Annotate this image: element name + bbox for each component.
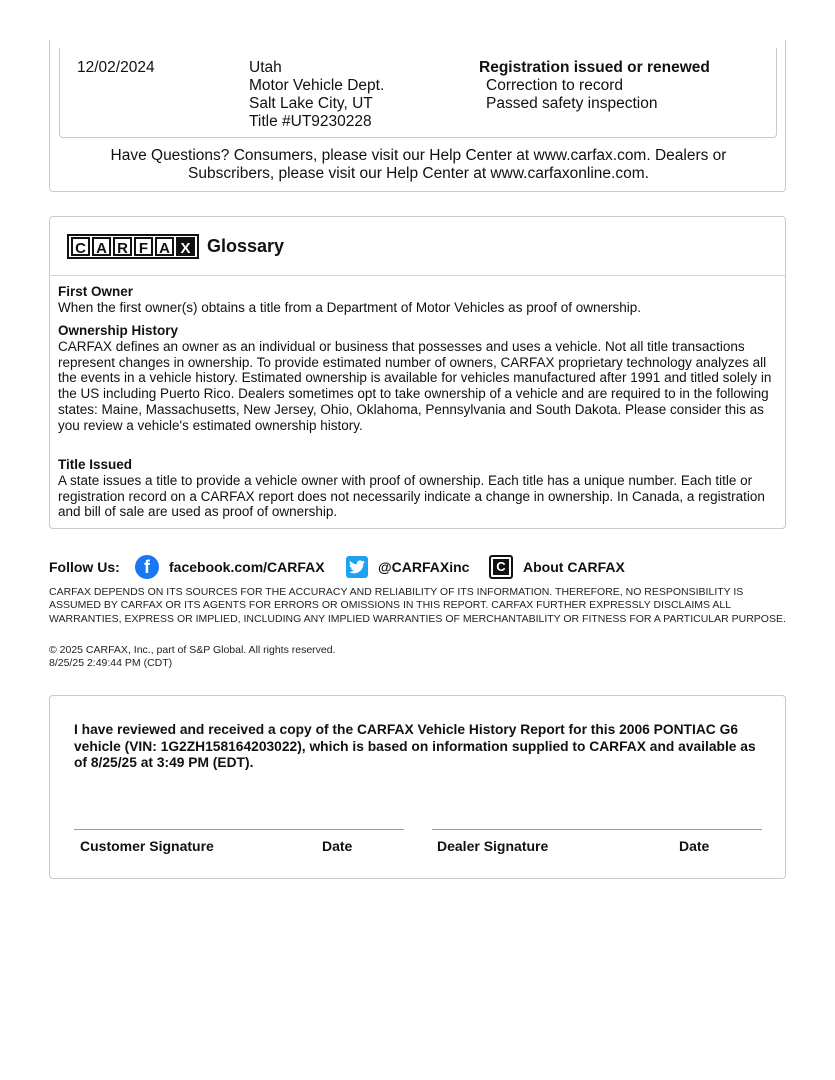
dealer-signature-line[interactable]	[432, 829, 762, 830]
twitter-link[interactable]: @CARFAXinc	[346, 555, 469, 579]
record-source: Utah Motor Vehicle Dept. Salt Lake City, UT Title #UT9230228	[249, 59, 385, 130]
customer-signature-line[interactable]	[74, 829, 404, 830]
help-center-text: Have Questions? Consumers, please visit our Help Center at www.carfax.com. Dealers or Subscribers, please visit our Help Center at www.carfaxonline.com.	[110, 147, 727, 182]
record-date: 12/02/2024	[77, 59, 155, 76]
glossary-title: Glossary	[207, 236, 285, 256]
glossary-term-first-owner: First Owner When the first owner(s) obtains a title from a Department of Motor Vehicles as proof of ownership.	[58, 284, 642, 315]
glossary-header	[50, 217, 785, 276]
history-record-box	[49, 40, 786, 192]
dealer-signature-label: Dealer Signature	[437, 838, 549, 854]
carfax-logo: C A R F A X	[67, 234, 199, 259]
facebook-icon: f	[135, 555, 159, 579]
report-timestamp: 8/25/25 2:49:44 PM (CDT)	[49, 657, 173, 669]
twitter-bird-icon	[346, 556, 368, 578]
signature-box	[49, 695, 786, 879]
about-carfax-link[interactable]: C About CARFAX	[489, 555, 625, 579]
customer-date-label: Date	[322, 838, 353, 854]
legal-disclaimer: CARFAX DEPENDS ON ITS SOURCES FOR THE ACCURACY AND RELIABILITY OF ITS INFORMATION. THEREFORE, NO RESPONSIBILITY IS ASSUMED BY CARFAX OR ITS AGENTS FOR ERRORS OR OMISSIONS IN THIS REPORT. CARFAX FURTHER EXPRESSLY DISCLAIMS ALL WARRANTIES, EXPRESS OR IMPLIED, INCLUDING ANY IMPLIED WARRANTIES OF MERCHANTABILITY OR FITNESS FOR A PARTICULAR PURPOSE.	[49, 586, 786, 625]
glossary-term-title-issued: Title Issued A state issues a title to provide a vehicle owner with proof of ownership. Each title has a unique number. Each title or registration record on a CARFAX report does not necessarily indicate a change in ownership. In Canada, a registration and bill of sale are used as proof of ownership.	[58, 457, 765, 520]
customer-signature-label: Customer Signature	[80, 838, 214, 854]
history-record-row	[59, 48, 777, 138]
facebook-link[interactable]: f facebook.com/CARFAX	[135, 555, 325, 579]
copyright-text: © 2025 CARFAX, Inc., part of S&P Global. All rights reserved.	[49, 644, 336, 656]
dealer-date-label: Date	[679, 838, 710, 854]
record-event: Registration issued or renewed Correction to record Passed safety inspection	[479, 59, 710, 112]
acknowledgement-text: I have reviewed and received a copy of the CARFAX Vehicle History Report for this 2006 PONTIAC G6 vehicle (VIN: 1G2ZH158164203022), which is based on information supplied to CARFAX and available as of 8/25/25 at 3:49 PM (EDT).	[74, 722, 756, 770]
carfax-c-icon: C	[489, 555, 513, 579]
glossary-section	[49, 216, 786, 529]
follow-us-label: Follow Us:	[49, 559, 120, 575]
glossary-term-ownership-history: Ownership History CARFAX defines an owner as an individual or business that possesses and uses a vehicle. Not all title transactions represent changes in ownership. To provide estimated number of owners, CARFAX proprietary technology analyzes all the events in a vehicle history. Estimated ownership is available for vehicles manufactured after 1991 and titled solely in the US including Puerto Rico. Dealers sometimes opt to take ownership of a vehicle and are required to in the following states: Maine, Massachusetts, New Jersey, Ohio, Oklahoma, Pennsylvania and South Dakota. Please consider this as you review a vehicle's estimated ownership history.	[58, 323, 772, 433]
event-title: Registration issued or renewed	[479, 59, 710, 76]
